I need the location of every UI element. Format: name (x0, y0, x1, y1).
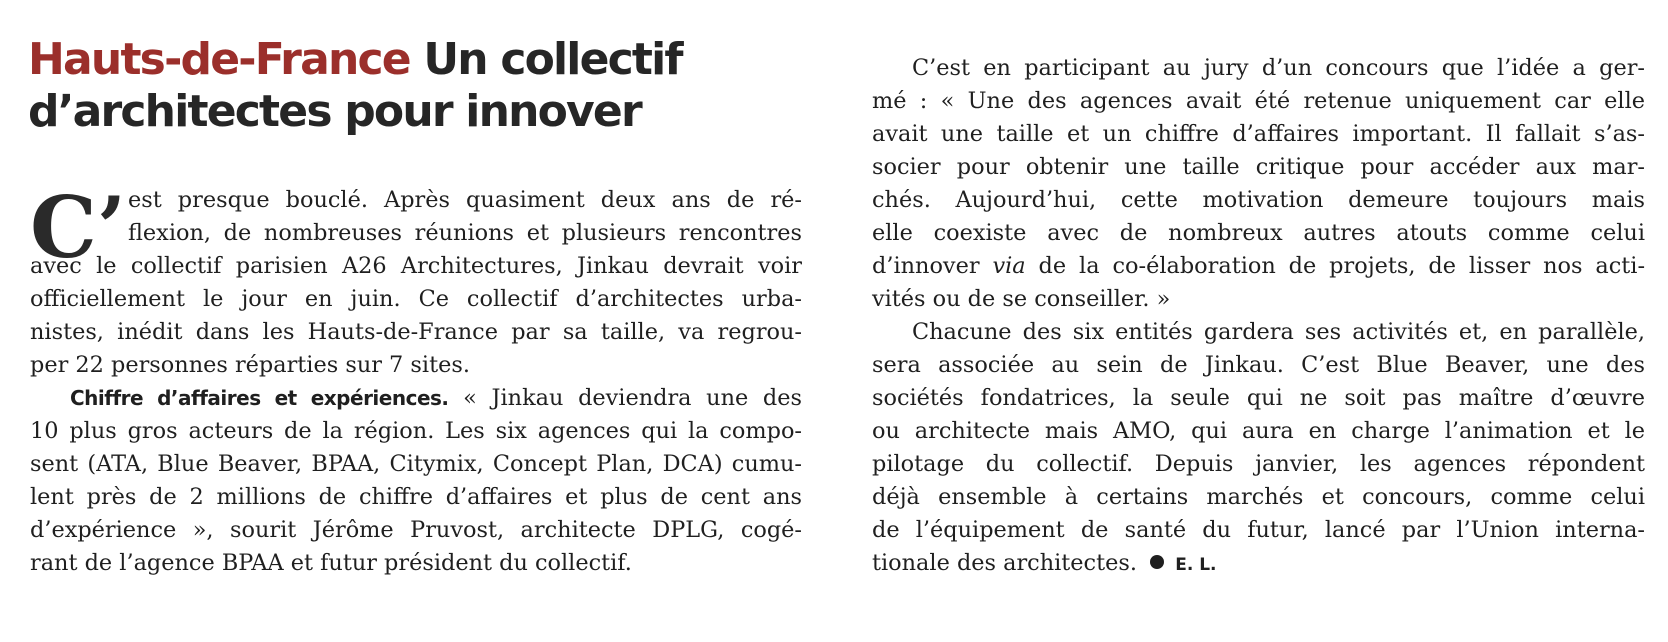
headline-title-part-1: Un collectif (423, 34, 682, 85)
text-span: de la co-élaboration de projets, de lisser nos acti- (1025, 253, 1646, 279)
body-line: Chacune des six entités gardera ses activités et, en parallèle, (912, 319, 1645, 345)
headline-title-part-2: d’architectes pour innover (28, 86, 641, 137)
body-line: nistes, inédit dans les Hauts-de-France par sa taille, va regrou- (30, 319, 802, 345)
body-line: sera associée au sein de Jinkau. C’est Blue Beaver, une des (872, 352, 1645, 378)
body-line: avait une taille et un chiffre d’affaires important. Il fallait s’as- (872, 121, 1645, 147)
body-line: elle coexiste avec de nombreux autres atouts comme celui (872, 220, 1645, 246)
end-bullet-icon (1150, 555, 1164, 569)
body-line: est presque bouclé. Après quasiment deux ans de ré- (128, 187, 802, 213)
byline: E. L. (1175, 555, 1217, 575)
body-line: vités ou de se conseiller. » (872, 286, 1171, 312)
body-line: 10 plus gros acteurs de la région. Les six agences qui la compo- (30, 418, 802, 444)
body-line-with-italic (872, 250, 1645, 282)
paragraph-2-first-rest: « Jinkau deviendra une des (448, 385, 802, 411)
paragraph-2-first-line (70, 382, 802, 414)
italic-word: via (992, 253, 1026, 279)
body-line: per 22 personnes réparties sur 7 sites. (30, 352, 470, 378)
body-line: chés. Aujourd’hui, cette motivation demeure toujours mais (872, 187, 1645, 213)
body-line: lent près de 2 millions de chiffre d’affaires et plus de cent ans (30, 484, 802, 510)
closing-text: tionale des architectes. (872, 550, 1137, 576)
drop-cap: C’ (30, 178, 127, 277)
headline-line-1 (28, 34, 788, 86)
body-line: d’expérience », sourit Jérôme Pruvost, architecte DPLG, cogé- (30, 517, 802, 543)
text-span: d’innover (872, 253, 993, 279)
body-line: flexion, de nombreuses réunions et plusieurs rencontres (128, 220, 802, 246)
body-line: pilotage du collectif. Depuis janvier, les agences répondent (872, 451, 1645, 477)
body-line: déjà ensemble à certains marchés et concours, comme celui (872, 484, 1645, 510)
body-line: mé : « Une des agences avait été retenue uniquement car elle (872, 88, 1645, 114)
body-line: rant de l’agence BPAA et futur président du collectif. (30, 550, 632, 576)
closing-line (872, 547, 1216, 579)
article-headline (28, 34, 788, 138)
paragraph-lead-in: Chiffre d’affaires et expériences. (70, 386, 449, 410)
body-line: de l’équipement de santé du futur, lancé par l’Union interna- (872, 517, 1645, 543)
body-line: officiellement le jour en juin. Ce collectif d’architectes urba- (30, 286, 802, 312)
body-line: sociétés fondatrices, la seule qui ne soit pas maître d’œuvre (872, 385, 1645, 411)
body-line: sent (ATA, Blue Beaver, BPAA, Citymix, Concept Plan, DCA) cumu- (30, 451, 802, 477)
body-line: C’est en participant au jury d’un concours que l’idée a ger- (912, 55, 1645, 81)
body-line: socier pour obtenir une taille critique pour accéder aux mar- (872, 154, 1645, 180)
headline-kicker: Hauts-de-France (28, 34, 410, 85)
body-line: avec le collectif parisien A26 Architectures, Jinkau devrait voir (30, 253, 802, 279)
body-line: ou architecte mais AMO, qui aura en charge l’animation et le (872, 418, 1645, 444)
